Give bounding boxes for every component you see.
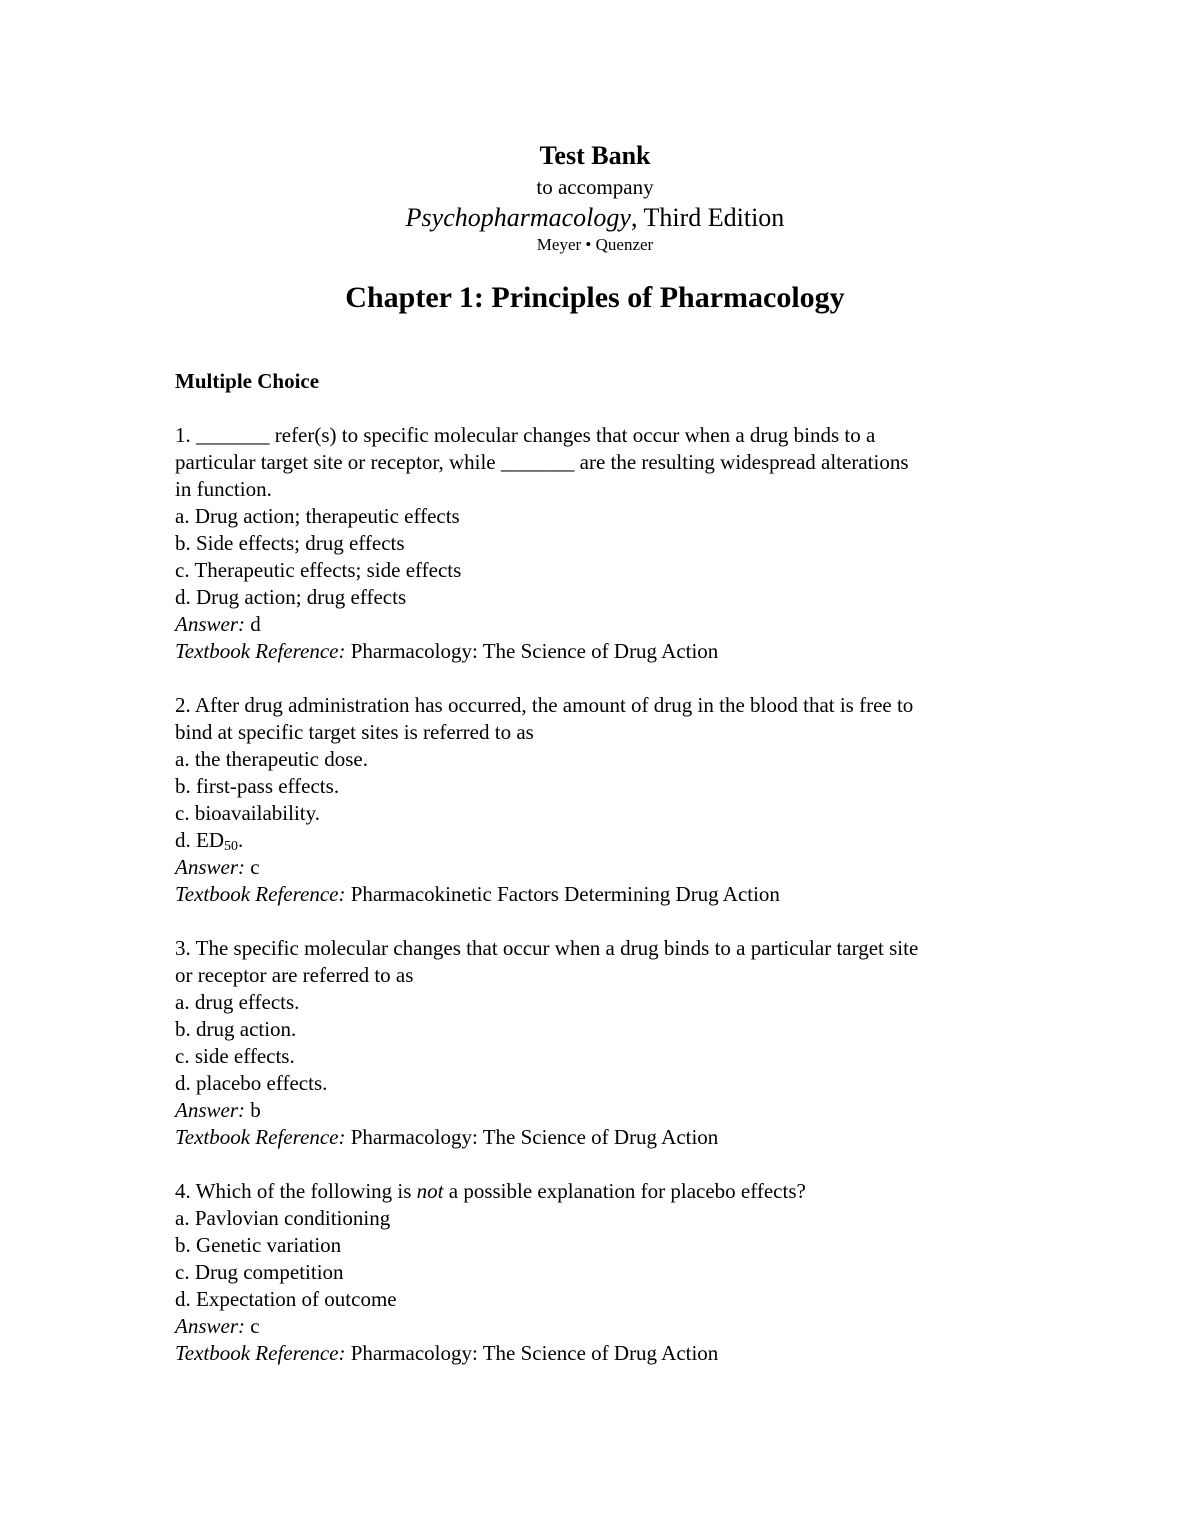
question-stem-line: 3. The specific molecular changes that occur when a drug binds to a particular target site bbox=[175, 936, 919, 960]
option-d-prefix: d. ED bbox=[175, 828, 224, 852]
question-stem-line: 1. _______ refer(s) to specific molecular changes that occur when a drug binds to a bbox=[175, 423, 876, 447]
answer-option: c. bioavailability. bbox=[175, 801, 321, 825]
answer-option: a. Drug action; therapeutic effects bbox=[175, 504, 460, 528]
answer-value: c bbox=[250, 1314, 260, 1338]
answer-line bbox=[175, 1313, 1015, 1340]
answer-option: c. Therapeutic effects; side effects bbox=[175, 558, 462, 582]
answer-label: Answer: bbox=[175, 1098, 245, 1122]
answer-option: d. Expectation of outcome bbox=[175, 1287, 397, 1311]
answer-option: a. Pavlovian conditioning bbox=[175, 1206, 391, 1230]
question-2 bbox=[175, 692, 1015, 908]
question-stem-line: in function. bbox=[175, 477, 272, 501]
document-header bbox=[0, 140, 1190, 256]
chapter-title: Chapter 1: Principles of Pharmacology bbox=[345, 281, 845, 314]
question-stem-line: bind at specific target sites is referred to as bbox=[175, 720, 534, 744]
header-title: Test Bank bbox=[539, 141, 651, 170]
answer-value: d bbox=[250, 612, 261, 636]
header-book-line bbox=[0, 202, 1190, 234]
stem-emphasis: not bbox=[416, 1179, 444, 1203]
answer-option: d. Drug action; drug effects bbox=[175, 585, 407, 609]
reference-line bbox=[175, 1340, 1015, 1367]
question-stem-line: particular target site or receptor, while _______ are the resulting widespread alterations bbox=[175, 450, 909, 474]
answer-value: b bbox=[250, 1098, 261, 1122]
answer-option: c. side effects. bbox=[175, 1044, 295, 1068]
reference-value: Pharmacology: The Science of Drug Action bbox=[350, 639, 719, 663]
book-edition: , Third Edition bbox=[630, 203, 785, 232]
stem-after: a possible explanation for placebo effects? bbox=[443, 1179, 806, 1203]
header-subtitle: to accompany bbox=[536, 175, 654, 199]
answer-option: b. Side effects; drug effects bbox=[175, 531, 405, 555]
header-authors: Meyer • Quenzer bbox=[536, 235, 654, 254]
answer-option: a. the therapeutic dose. bbox=[175, 747, 368, 771]
option-d-suffix: . bbox=[238, 828, 244, 852]
question-stem-line: or receptor are referred to as bbox=[175, 963, 414, 987]
answer-option: d. placebo effects. bbox=[175, 1071, 328, 1095]
reference-label: Textbook Reference: bbox=[175, 882, 346, 906]
answer-option: b. Genetic variation bbox=[175, 1233, 342, 1257]
stem-before: 4. Which of the following is bbox=[175, 1179, 417, 1203]
question-1 bbox=[175, 422, 1015, 665]
answer-label: Answer: bbox=[175, 855, 245, 879]
answer-value: c bbox=[250, 855, 260, 879]
reference-label: Textbook Reference: bbox=[175, 1341, 346, 1365]
answer-label: Answer: bbox=[175, 612, 245, 636]
reference-value: Pharmacology: The Science of Drug Action bbox=[350, 1341, 719, 1365]
question-list bbox=[175, 368, 1015, 1394]
answer-line bbox=[175, 611, 1015, 638]
answer-line bbox=[175, 854, 1015, 881]
answer-option: b. drug action. bbox=[175, 1017, 297, 1041]
option-d-subscript: 50 bbox=[224, 839, 238, 854]
reference-line bbox=[175, 638, 1015, 665]
reference-value: Pharmacology: The Science of Drug Action bbox=[350, 1125, 719, 1149]
reference-value: Pharmacokinetic Factors Determining Drug Action bbox=[350, 882, 780, 906]
question-4 bbox=[175, 1178, 1015, 1367]
reference-label: Textbook Reference: bbox=[175, 1125, 346, 1149]
answer-option bbox=[175, 827, 1015, 854]
section-title: Multiple Choice bbox=[175, 369, 320, 393]
answer-option: a. drug effects. bbox=[175, 990, 300, 1014]
answer-option: c. Drug competition bbox=[175, 1260, 344, 1284]
reference-line bbox=[175, 881, 1015, 908]
question-3 bbox=[175, 935, 1015, 1151]
answer-option: b. first-pass effects. bbox=[175, 774, 340, 798]
reference-line bbox=[175, 1124, 1015, 1151]
answer-label: Answer: bbox=[175, 1314, 245, 1338]
question-stem-line: 2. After drug administration has occurred, the amount of drug in the blood that is free to bbox=[175, 693, 914, 717]
book-title: Psychopharmacology bbox=[405, 203, 631, 232]
question-stem-line bbox=[175, 1178, 1015, 1205]
reference-label: Textbook Reference: bbox=[175, 639, 346, 663]
answer-line bbox=[175, 1097, 1015, 1124]
